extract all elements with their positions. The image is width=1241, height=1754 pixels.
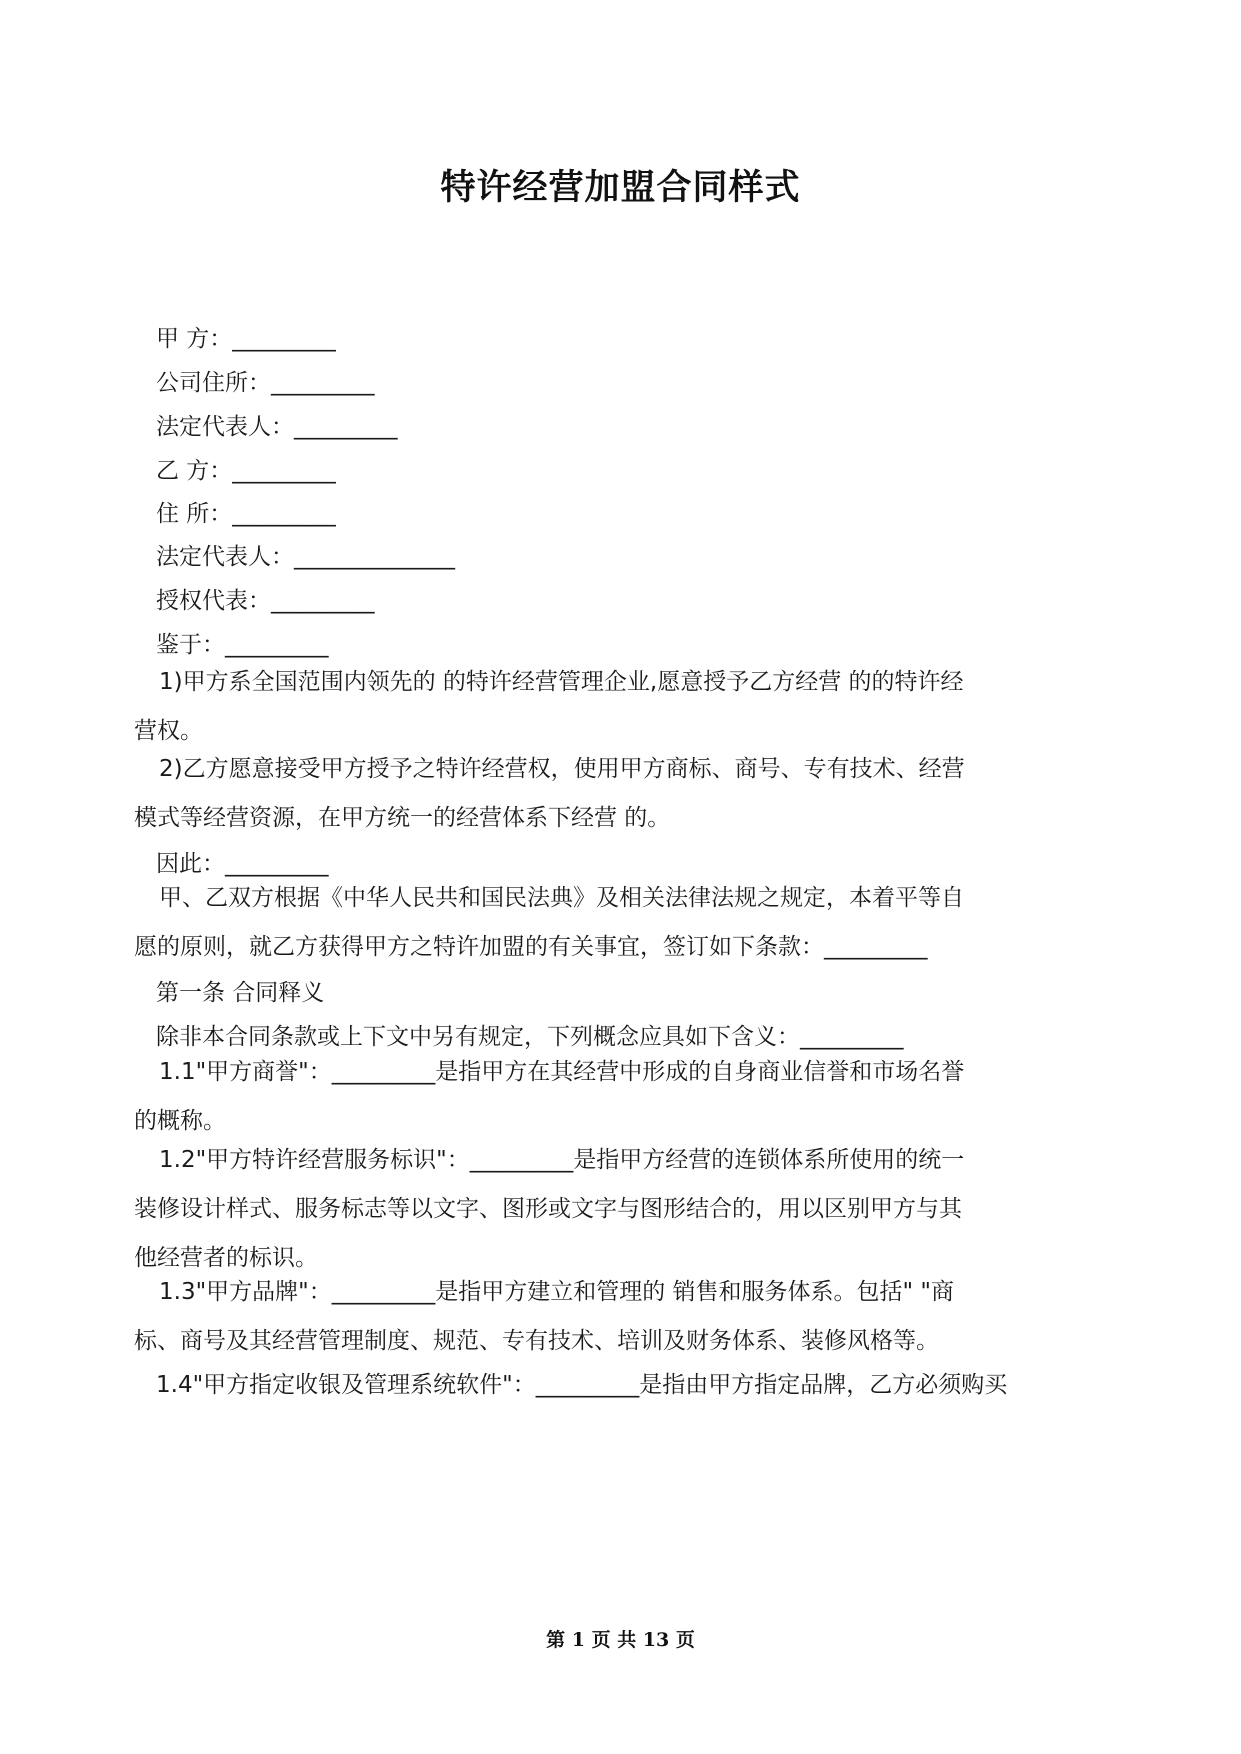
company-address-field: 公司住所：_________ — [156, 370, 375, 396]
party-b-field: 乙 方：_________ — [156, 458, 336, 484]
whereas-field: 鉴于：_________ — [156, 632, 329, 658]
recital-1: 1)甲方系全国范围内领先的 的特许经营管理企业,愿意授予乙方经营 的的特许经营权。 — [134, 669, 964, 744]
article-1-heading: 第一条 合同释义 — [156, 980, 325, 1006]
page-footer: 第 1 页 共 13 页 — [546, 1629, 695, 1651]
definition-1-2: 1.2"甲方特许经营服务标识"：_________是指甲方经营的连锁体系所使用的统一装修设计样式、服务标志等以文字、图形或文字与图形结合的，用以区别甲方与其他经营者的标识。 — [134, 1147, 965, 1271]
party-a-field: 甲 方：_________ — [156, 326, 336, 352]
recital-2: 2)乙方愿意接受甲方授予之特许经营权，使用甲方商标、商号、专有技术、经营模式等经营资源，在甲方统一的经营体系下经营 的。 — [134, 756, 965, 831]
definition-1-3: 1.3"甲方品牌"：_________是指甲方建立和管理的 销售和服务体系。包括" "商标、商号及其经营管理制度、规范、专有技术、培训及财务体系、装修风格等。 — [134, 1279, 955, 1354]
article-1-intro: 除非本合同条款或上下文中另有规定，下列概念应具如下含义：_________ — [156, 1024, 904, 1050]
legal-rep-b-field: 法定代表人：______________ — [156, 544, 455, 570]
therefore-field: 因此：_________ — [156, 851, 329, 877]
address-b-field: 住 所：_________ — [156, 501, 336, 527]
legal-rep-a-field: 法定代表人：_________ — [156, 414, 398, 440]
definition-1-4: 1.4"甲方指定收银及管理系统软件"：_________是指由甲方指定品牌，乙方必须购买 — [156, 1372, 1008, 1398]
document-title: 特许经营加盟合同样式 — [440, 168, 801, 208]
agreement-paragraph: 甲、乙双方根据《中华人民共和国民法典》及相关法律法规之规定，本着平等自愿的原则，就乙方获得甲方之特许加盟的有关事宜，签订如下条款：_________ — [134, 885, 964, 960]
definition-1-1: 1.1"甲方商誉"：_________是指甲方在其经营中形成的自身商业信誉和市场名誉的概称。 — [134, 1059, 965, 1134]
authorized-rep-field: 授权代表：_________ — [156, 588, 375, 614]
